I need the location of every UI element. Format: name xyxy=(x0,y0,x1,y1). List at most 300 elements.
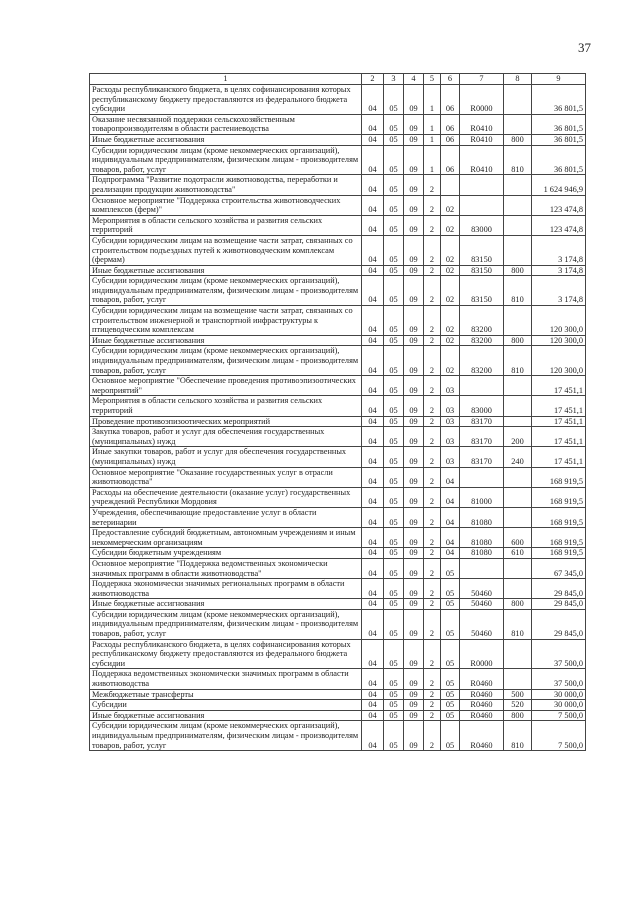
code-6-cell: 03 xyxy=(441,427,460,447)
target-code-cell: R0410 xyxy=(460,134,504,145)
code-2-cell: 04 xyxy=(362,579,384,599)
expense-type-cell: 810 xyxy=(504,145,532,175)
table-row xyxy=(90,710,586,721)
code-3-cell: 05 xyxy=(384,114,404,134)
row-name-cell: Поддержка экономически значимых региональных программ в области животноводства xyxy=(90,579,362,599)
row-name-cell: Расходы республиканского бюджета, в целях софинансирования которых республиканскому бюджету предоставляются из федерального бюджета субсидии xyxy=(90,85,362,115)
code-5-cell: 2 xyxy=(424,265,441,276)
code-5-cell: 2 xyxy=(424,639,441,669)
code-6-cell: 02 xyxy=(441,306,460,336)
code-6-cell: 05 xyxy=(441,609,460,639)
code-4-cell: 09 xyxy=(404,669,424,689)
row-name-cell: Субсидии юридическим лицам на возмещение части затрат, связанных со строительством подъездных путей к животноводческим комплексам (фермам) xyxy=(90,235,362,265)
code-4-cell: 09 xyxy=(404,306,424,336)
row-name-cell: Иные бюджетные ассигнования xyxy=(90,710,362,721)
expense-type-cell: 240 xyxy=(504,447,532,467)
code-2-cell: 04 xyxy=(362,721,384,751)
expense-type-cell xyxy=(504,306,532,336)
code-4-cell: 09 xyxy=(404,145,424,175)
target-code-cell: 83000 xyxy=(460,215,504,235)
table-row xyxy=(90,609,586,639)
code-5-cell: 2 xyxy=(424,215,441,235)
amount-cell: 37 500,0 xyxy=(532,639,586,669)
target-code-cell: R0460 xyxy=(460,721,504,751)
amount-cell: 168 919,5 xyxy=(532,528,586,548)
expense-type-cell: 600 xyxy=(504,528,532,548)
target-code-cell: 81080 xyxy=(460,548,504,559)
code-6-cell: 02 xyxy=(441,265,460,276)
code-6-cell: 02 xyxy=(441,215,460,235)
target-code-cell: 83200 xyxy=(460,346,504,376)
expense-type-cell xyxy=(504,507,532,527)
table-row xyxy=(90,427,586,447)
code-3-cell: 05 xyxy=(384,265,404,276)
table-row xyxy=(90,721,586,751)
code-6-cell: 05 xyxy=(441,558,460,578)
code-4-cell: 09 xyxy=(404,609,424,639)
expense-type-cell xyxy=(504,487,532,507)
code-2-cell: 04 xyxy=(362,235,384,265)
code-4-cell: 09 xyxy=(404,487,424,507)
code-4-cell: 09 xyxy=(404,447,424,467)
code-2-cell: 04 xyxy=(362,669,384,689)
code-3-cell: 05 xyxy=(384,609,404,639)
code-6-cell: 02 xyxy=(441,276,460,306)
amount-cell: 36 801,5 xyxy=(532,145,586,175)
code-2-cell: 04 xyxy=(362,396,384,416)
code-6-cell: 05 xyxy=(441,721,460,751)
column-header: 8 xyxy=(504,74,532,85)
column-header: 4 xyxy=(404,74,424,85)
row-name-cell: Учреждения, обеспечивающие предоставление услуг в области ветеринарии xyxy=(90,507,362,527)
amount-cell: 1 624 946,9 xyxy=(532,175,586,195)
table-row xyxy=(90,558,586,578)
row-name-cell: Мероприятия в области сельского хозяйства и развития сельских территорий xyxy=(90,215,362,235)
code-4-cell: 09 xyxy=(404,710,424,721)
amount-cell: 29 845,0 xyxy=(532,599,586,610)
amount-cell: 3 174,8 xyxy=(532,235,586,265)
code-5-cell: 2 xyxy=(424,721,441,751)
table-row xyxy=(90,487,586,507)
code-2-cell: 04 xyxy=(362,114,384,134)
row-name-cell: Межбюджетные трансферты xyxy=(90,689,362,700)
expense-type-cell: 810 xyxy=(504,276,532,306)
code-5-cell: 2 xyxy=(424,427,441,447)
column-header: 2 xyxy=(362,74,384,85)
code-2-cell: 04 xyxy=(362,599,384,610)
column-header: 1 xyxy=(90,74,362,85)
row-name-cell: Предоставление субсидий бюджетным, автономным учреждениям и иным некоммерческим организациям xyxy=(90,528,362,548)
table-row xyxy=(90,467,586,487)
code-2-cell: 04 xyxy=(362,710,384,721)
expense-type-cell: 520 xyxy=(504,700,532,711)
code-6-cell: 05 xyxy=(441,689,460,700)
amount-cell: 120 300,0 xyxy=(532,306,586,336)
code-3-cell: 05 xyxy=(384,346,404,376)
code-4-cell: 09 xyxy=(404,427,424,447)
column-header: 6 xyxy=(441,74,460,85)
code-3-cell: 05 xyxy=(384,700,404,711)
target-code-cell: 83150 xyxy=(460,235,504,265)
code-4-cell: 09 xyxy=(404,416,424,427)
row-name-cell: Основное мероприятие "Оказание государственных услуг в отрасли животноводства" xyxy=(90,467,362,487)
expense-type-cell xyxy=(504,416,532,427)
expense-type-cell xyxy=(504,195,532,215)
code-5-cell: 2 xyxy=(424,669,441,689)
target-code-cell: 83170 xyxy=(460,416,504,427)
target-code-cell: R0000 xyxy=(460,85,504,115)
code-2-cell: 04 xyxy=(362,175,384,195)
table-row xyxy=(90,700,586,711)
code-6-cell: 05 xyxy=(441,669,460,689)
budget-table xyxy=(89,73,586,751)
amount-cell: 168 919,5 xyxy=(532,487,586,507)
code-4-cell: 09 xyxy=(404,276,424,306)
code-6-cell: 04 xyxy=(441,548,460,559)
amount-cell: 17 451,1 xyxy=(532,427,586,447)
column-header: 5 xyxy=(424,74,441,85)
code-3-cell: 05 xyxy=(384,447,404,467)
row-name-cell: Иные бюджетные ассигнования xyxy=(90,134,362,145)
table-row xyxy=(90,145,586,175)
row-name-cell: Основное мероприятие "Поддержка ведомственных экономически значимых программ в области животноводства" xyxy=(90,558,362,578)
target-code-cell: R0460 xyxy=(460,700,504,711)
table-row xyxy=(90,376,586,396)
code-5-cell: 2 xyxy=(424,467,441,487)
code-4-cell: 09 xyxy=(404,195,424,215)
code-3-cell: 05 xyxy=(384,558,404,578)
code-4-cell: 09 xyxy=(404,721,424,751)
target-code-cell: R0410 xyxy=(460,114,504,134)
amount-cell: 7 500,0 xyxy=(532,710,586,721)
expense-type-cell: 610 xyxy=(504,548,532,559)
target-code-cell: R0460 xyxy=(460,669,504,689)
table-row xyxy=(90,507,586,527)
target-code-cell: 81080 xyxy=(460,507,504,527)
code-4-cell: 09 xyxy=(404,579,424,599)
code-4-cell: 09 xyxy=(404,528,424,548)
code-4-cell: 09 xyxy=(404,639,424,669)
target-code-cell xyxy=(460,467,504,487)
code-3-cell: 05 xyxy=(384,195,404,215)
expense-type-cell: 810 xyxy=(504,346,532,376)
amount-cell: 37 500,0 xyxy=(532,669,586,689)
code-6-cell: 02 xyxy=(441,335,460,346)
code-5-cell: 2 xyxy=(424,175,441,195)
code-2-cell: 04 xyxy=(362,195,384,215)
amount-cell: 36 801,5 xyxy=(532,114,586,134)
expense-type-cell: 800 xyxy=(504,599,532,610)
target-code-cell: 83170 xyxy=(460,447,504,467)
code-2-cell: 04 xyxy=(362,376,384,396)
code-5-cell: 2 xyxy=(424,599,441,610)
code-4-cell: 09 xyxy=(404,265,424,276)
code-5-cell: 2 xyxy=(424,235,441,265)
row-name-cell: Иные бюджетные ассигнования xyxy=(90,265,362,276)
code-5-cell: 2 xyxy=(424,528,441,548)
row-name-cell: Субсидии юридическим лицам (кроме некоммерческих организаций), индивидуальным предпринимателям, физическим лицам - производителям товаров, работ, услуг xyxy=(90,609,362,639)
code-5-cell: 2 xyxy=(424,376,441,396)
table-row xyxy=(90,528,586,548)
table-row xyxy=(90,669,586,689)
code-6-cell: 04 xyxy=(441,528,460,548)
code-3-cell: 05 xyxy=(384,85,404,115)
target-code-cell xyxy=(460,376,504,396)
table-row xyxy=(90,215,586,235)
code-3-cell: 05 xyxy=(384,145,404,175)
expense-type-cell xyxy=(504,669,532,689)
code-3-cell: 05 xyxy=(384,416,404,427)
amount-cell: 29 845,0 xyxy=(532,609,586,639)
code-2-cell: 04 xyxy=(362,276,384,306)
code-2-cell: 04 xyxy=(362,609,384,639)
code-4-cell: 09 xyxy=(404,114,424,134)
code-5-cell: 2 xyxy=(424,507,441,527)
code-5-cell: 1 xyxy=(424,145,441,175)
code-5-cell: 2 xyxy=(424,579,441,599)
table-row xyxy=(90,175,586,195)
table-row xyxy=(90,276,586,306)
code-2-cell: 04 xyxy=(362,427,384,447)
code-4-cell: 09 xyxy=(404,467,424,487)
code-5-cell: 2 xyxy=(424,276,441,306)
row-name-cell: Проведение противоэпизоотических мероприятий xyxy=(90,416,362,427)
amount-cell: 120 300,0 xyxy=(532,346,586,376)
code-6-cell: 03 xyxy=(441,376,460,396)
target-code-cell xyxy=(460,175,504,195)
target-code-cell: R0410 xyxy=(460,145,504,175)
amount-cell: 3 174,8 xyxy=(532,265,586,276)
target-code-cell: 81000 xyxy=(460,487,504,507)
code-5-cell: 2 xyxy=(424,548,441,559)
code-5-cell: 2 xyxy=(424,396,441,416)
code-3-cell: 05 xyxy=(384,175,404,195)
code-3-cell: 05 xyxy=(384,235,404,265)
row-name-cell: Оказание несвязанной поддержки сельскохозяйственным товаропроизводителям в области растениеводства xyxy=(90,114,362,134)
code-2-cell: 04 xyxy=(362,558,384,578)
target-code-cell: 83150 xyxy=(460,276,504,306)
code-2-cell: 04 xyxy=(362,145,384,175)
expense-type-cell xyxy=(504,396,532,416)
code-2-cell: 04 xyxy=(362,689,384,700)
expense-type-cell: 800 xyxy=(504,265,532,276)
code-2-cell: 04 xyxy=(362,507,384,527)
code-4-cell: 09 xyxy=(404,700,424,711)
code-2-cell: 04 xyxy=(362,335,384,346)
code-6-cell: 02 xyxy=(441,235,460,265)
code-6-cell: 04 xyxy=(441,467,460,487)
code-6-cell: 02 xyxy=(441,195,460,215)
code-3-cell: 05 xyxy=(384,487,404,507)
amount-cell: 30 000,0 xyxy=(532,689,586,700)
code-3-cell: 05 xyxy=(384,639,404,669)
expense-type-cell: 800 xyxy=(504,335,532,346)
row-name-cell: Субсидии юридическим лицам на возмещение части затрат, связанных со строительством инженерной и транспортной инфраструктуры к птицеводческим комплексам xyxy=(90,306,362,336)
expense-type-cell xyxy=(504,558,532,578)
code-4-cell: 09 xyxy=(404,376,424,396)
expense-type-cell xyxy=(504,85,532,115)
amount-cell: 17 451,1 xyxy=(532,416,586,427)
amount-cell: 123 474,8 xyxy=(532,215,586,235)
amount-cell: 168 919,5 xyxy=(532,507,586,527)
row-name-cell: Закупка товаров, работ и услуг для обеспечения государственных (муниципальных) нужд xyxy=(90,427,362,447)
code-5-cell: 2 xyxy=(424,306,441,336)
code-2-cell: 04 xyxy=(362,528,384,548)
column-header: 3 xyxy=(384,74,404,85)
target-code-cell: 83000 xyxy=(460,396,504,416)
code-3-cell: 05 xyxy=(384,335,404,346)
table-row xyxy=(90,346,586,376)
amount-cell: 36 801,5 xyxy=(532,134,586,145)
code-3-cell: 05 xyxy=(384,507,404,527)
code-3-cell: 05 xyxy=(384,467,404,487)
code-4-cell: 09 xyxy=(404,335,424,346)
code-4-cell: 09 xyxy=(404,689,424,700)
page-number: 37 xyxy=(578,40,591,55)
code-4-cell: 09 xyxy=(404,85,424,115)
code-3-cell: 05 xyxy=(384,710,404,721)
code-6-cell: 02 xyxy=(441,346,460,376)
row-name-cell: Поддержка ведомственных экономически значимых программ в области животноводства xyxy=(90,669,362,689)
code-2-cell: 04 xyxy=(362,416,384,427)
row-name-cell: Мероприятия в области сельского хозяйства и развития сельских территорий xyxy=(90,396,362,416)
code-5-cell: 2 xyxy=(424,700,441,711)
code-2-cell: 04 xyxy=(362,134,384,145)
code-2-cell: 04 xyxy=(362,467,384,487)
table-row xyxy=(90,416,586,427)
target-code-cell: 81080 xyxy=(460,528,504,548)
code-6-cell: 03 xyxy=(441,416,460,427)
code-5-cell: 2 xyxy=(424,710,441,721)
table-row xyxy=(90,85,586,115)
row-name-cell: Иные закупки товаров, работ и услуг для обеспечения государственных (муниципальных) нужд xyxy=(90,447,362,467)
target-code-cell: 83170 xyxy=(460,427,504,447)
expense-type-cell: 800 xyxy=(504,710,532,721)
code-5-cell: 2 xyxy=(424,346,441,376)
code-4-cell: 09 xyxy=(404,134,424,145)
code-6-cell: 06 xyxy=(441,114,460,134)
table-row xyxy=(90,639,586,669)
code-3-cell: 05 xyxy=(384,721,404,751)
code-6-cell xyxy=(441,175,460,195)
amount-cell: 168 919,5 xyxy=(532,548,586,559)
code-5-cell: 2 xyxy=(424,416,441,427)
target-code-cell: 50460 xyxy=(460,599,504,610)
code-4-cell: 09 xyxy=(404,599,424,610)
code-3-cell: 05 xyxy=(384,306,404,336)
code-3-cell: 05 xyxy=(384,427,404,447)
table-row xyxy=(90,396,586,416)
table-row xyxy=(90,335,586,346)
table-row xyxy=(90,548,586,559)
target-code-cell: 83200 xyxy=(460,306,504,336)
expense-type-cell: 800 xyxy=(504,134,532,145)
row-name-cell: Подпрограмма "Развитие подотрасли животноводства, переработки и реализации продукции животноводства" xyxy=(90,175,362,195)
expense-type-cell xyxy=(504,639,532,669)
target-code-cell: R0460 xyxy=(460,710,504,721)
row-name-cell: Основное мероприятие "Поддержка строительства животноводческих комплексов (ферм)" xyxy=(90,195,362,215)
code-4-cell: 09 xyxy=(404,507,424,527)
amount-cell: 7 500,0 xyxy=(532,721,586,751)
code-2-cell: 04 xyxy=(362,548,384,559)
table-row xyxy=(90,306,586,336)
target-code-cell xyxy=(460,558,504,578)
target-code-cell: R0000 xyxy=(460,639,504,669)
amount-cell: 120 300,0 xyxy=(532,335,586,346)
code-3-cell: 05 xyxy=(384,528,404,548)
code-2-cell: 04 xyxy=(362,85,384,115)
code-4-cell: 09 xyxy=(404,346,424,376)
code-5-cell: 1 xyxy=(424,134,441,145)
table-row xyxy=(90,195,586,215)
amount-cell: 67 345,0 xyxy=(532,558,586,578)
code-4-cell: 09 xyxy=(404,175,424,195)
amount-cell: 29 845,0 xyxy=(532,579,586,599)
row-name-cell: Субсидии юридическим лицам (кроме некоммерческих организаций), индивидуальным предпринимателям, физическим лицам - производителям товаров, работ, услуг xyxy=(90,276,362,306)
code-6-cell: 05 xyxy=(441,579,460,599)
table-row xyxy=(90,599,586,610)
code-6-cell: 05 xyxy=(441,710,460,721)
code-6-cell: 04 xyxy=(441,507,460,527)
table-row xyxy=(90,579,586,599)
code-3-cell: 05 xyxy=(384,689,404,700)
code-6-cell: 06 xyxy=(441,145,460,175)
code-5-cell: 2 xyxy=(424,447,441,467)
code-4-cell: 09 xyxy=(404,396,424,416)
row-name-cell: Субсидии юридическим лицам (кроме некоммерческих организаций), индивидуальным предпринимателям, физическим лицам - производителям товаров, работ, услуг xyxy=(90,346,362,376)
code-5-cell: 2 xyxy=(424,609,441,639)
row-name-cell: Расходы республиканского бюджета, в целях софинансирования которых республиканскому бюджету предоставляются из федерального бюджета субсидии xyxy=(90,639,362,669)
row-name-cell: Субсидии xyxy=(90,700,362,711)
code-3-cell: 05 xyxy=(384,215,404,235)
code-2-cell: 04 xyxy=(362,447,384,467)
table-row xyxy=(90,114,586,134)
code-5-cell: 2 xyxy=(424,487,441,507)
code-4-cell: 09 xyxy=(404,235,424,265)
target-code-cell: 83150 xyxy=(460,265,504,276)
target-code-cell: 50460 xyxy=(460,609,504,639)
code-6-cell: 06 xyxy=(441,85,460,115)
code-5-cell: 1 xyxy=(424,85,441,115)
amount-cell: 17 451,1 xyxy=(532,376,586,396)
amount-cell: 123 474,8 xyxy=(532,195,586,215)
table-row xyxy=(90,134,586,145)
row-name-cell: Иные бюджетные ассигнования xyxy=(90,599,362,610)
table-header-row xyxy=(90,74,586,85)
code-5-cell: 2 xyxy=(424,689,441,700)
target-code-cell: R0460 xyxy=(460,689,504,700)
code-2-cell: 04 xyxy=(362,265,384,276)
code-4-cell: 09 xyxy=(404,215,424,235)
target-code-cell xyxy=(460,195,504,215)
amount-cell: 17 451,1 xyxy=(532,447,586,467)
code-3-cell: 05 xyxy=(384,134,404,145)
code-2-cell: 04 xyxy=(362,346,384,376)
row-name-cell: Субсидии бюджетным учреждениям xyxy=(90,548,362,559)
code-4-cell: 09 xyxy=(404,558,424,578)
code-6-cell: 05 xyxy=(441,599,460,610)
code-2-cell: 04 xyxy=(362,215,384,235)
code-2-cell: 04 xyxy=(362,700,384,711)
row-name-cell: Субсидии юридическим лицам (кроме некоммерческих организаций), индивидуальным предпринимателям, физическим лицам - производителям товаров, работ, услуг xyxy=(90,721,362,751)
column-header: 9 xyxy=(532,74,586,85)
amount-cell: 17 451,1 xyxy=(532,396,586,416)
code-3-cell: 05 xyxy=(384,396,404,416)
code-3-cell: 05 xyxy=(384,599,404,610)
code-5-cell: 2 xyxy=(424,335,441,346)
code-6-cell: 05 xyxy=(441,639,460,669)
expense-type-cell xyxy=(504,215,532,235)
